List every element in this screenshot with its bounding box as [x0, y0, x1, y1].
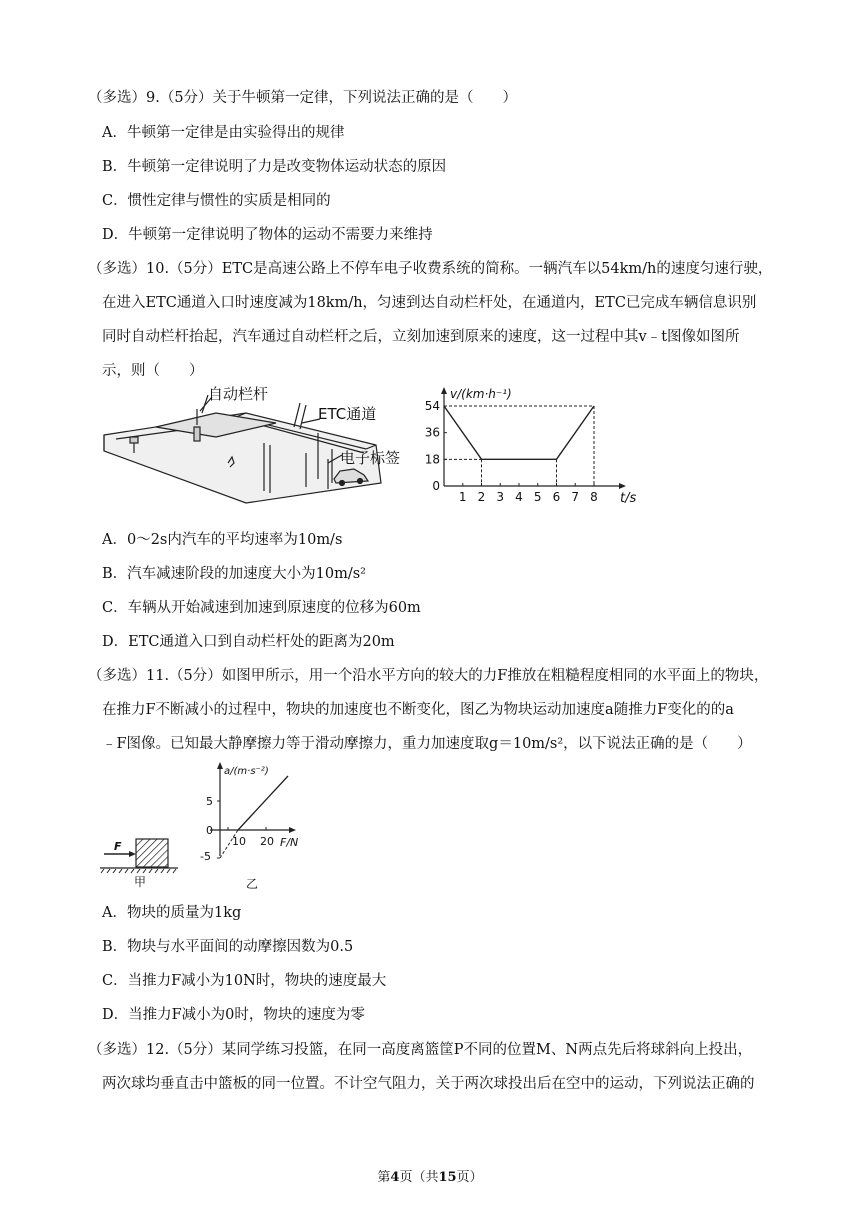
q11-option-d: D．当推力F减小为0时，物块的速度为零 — [102, 1007, 365, 1023]
etc-tag-label: 电子标签 — [340, 449, 401, 467]
vt-x-tick-label: 2 — [477, 490, 486, 504]
af-y5: 5 — [206, 795, 213, 808]
q10-stem-line-2: 在进入ETC通道入口时速度减为18km/h，匀速到达自动栏杆处，在通道内，ETC已完成车辆信息识别 — [102, 295, 757, 311]
vt-x-tick-label: 8 — [590, 490, 598, 504]
force-label: F — [114, 840, 122, 853]
af-line — [238, 776, 288, 830]
vt-x-arrow — [619, 483, 626, 489]
q10-stem-line-3: 同时自动栏杆抬起，汽车通过自动栏杆之后，立刻加速到原来的速度，这一过程中其v﹣t图像如图所 — [102, 329, 740, 345]
q11-option-c: C．当推力F减小为10N时，物块的速度最大 — [102, 973, 387, 989]
q10-stem-line-4: 示，则（ ） — [102, 363, 204, 379]
q10-option-c: C．车辆从开始减速到加速到原速度的位移为60m — [102, 600, 421, 616]
etc-illustration — [96, 383, 416, 505]
etc-gate-label: 自动栏杆 — [208, 385, 269, 403]
vt-x-tick-label: 7 — [571, 490, 580, 504]
af-y0: 0 — [206, 824, 213, 837]
q11-stem-line-1: （多选）11.（5分）如图甲所示，用一个沿水平方向的较大的力F推放在粗糙程度相同的水平面上的物块， — [88, 668, 769, 684]
jia-label: 甲 — [134, 875, 147, 888]
q12-stem-line-2: 两次球均垂直击中篮板的同一位置。不计空气阻力，关于两次球投出后在空中的运动，下列说法正确的 — [102, 1076, 755, 1092]
q10-option-b: B．汽车减速阶段的加速度大小为10m/s² — [102, 566, 366, 582]
q10-option-d: D．ETC通道入口到自动栏杆处的距离为20m — [102, 634, 395, 650]
af-xlabel: F/N — [280, 836, 299, 849]
block — [136, 839, 168, 867]
vt-x-tick-label: 4 — [515, 490, 523, 504]
af-ylabel: a/(m·s⁻²) — [224, 766, 269, 777]
vt-ylabel: v/(km·h⁻¹) — [450, 387, 512, 401]
q9-option-b: B．牛顿第一定律说明了力是改变物体运动状态的原因 — [102, 159, 447, 175]
q11-stem-line-3: ﹣F图像。已知最大静摩擦力等于滑动摩擦力，重力加速度取g＝10m/s²，以下说法正确的是（ ） — [102, 736, 752, 752]
vt-y-tick-label: 0 — [432, 479, 440, 493]
af-x20: 20 — [260, 835, 274, 848]
yi-label: 乙 — [246, 877, 259, 891]
af-yneg5: -5 — [200, 850, 211, 863]
vt-x-tick-label: 3 — [496, 490, 505, 504]
af-graph — [198, 758, 308, 892]
q9-option-c: C．惯性定律与惯性的实质是相同的 — [102, 193, 331, 209]
q10-stem-line-1: （多选）10.（5分）ETC是高速公路上不停车电子收费系统的简称。一辆汽车以54km/h的速度匀速行驶， — [88, 261, 773, 277]
footer-prefix: 第 — [377, 1170, 391, 1185]
vt-x-tick-label: 1 — [458, 490, 467, 504]
q11-stem-line-2: 在推力F不断减小的过程中，物块的加速度也不断变化，图乙为物块运动加速度a随推力F变化的的a — [102, 702, 734, 718]
q9-option-a: A．牛顿第一定律是由实验得出的规律 — [102, 125, 345, 141]
q9-option-d: D．牛顿第一定律说明了物体的运动不需要力来维持 — [102, 227, 433, 243]
footer-total-pages: 15 — [438, 1170, 457, 1185]
vt-x-tick-label: 5 — [533, 490, 542, 504]
q11-option-b: B．物块与水平面间的动摩擦因数为0.5 — [102, 939, 354, 955]
vt-y-tick-label: 18 — [424, 452, 440, 467]
block-figure — [100, 832, 180, 888]
footer-mid: 页（共 — [399, 1170, 439, 1185]
vt-y-arrow — [441, 387, 447, 394]
vt-x-tick-label: 6 — [552, 490, 561, 504]
page-footer — [0, 1168, 860, 1188]
q12-stem-line-1: （多选）12.（5分）某同学练习投篮，在同一高度离篮筐P不同的位置M、N两点先后将球斜向上投出， — [88, 1042, 753, 1058]
footer-suffix: 页） — [456, 1170, 483, 1185]
af-x10: 10 — [232, 835, 246, 848]
vt-y-tick-label: 54 — [424, 399, 440, 413]
vt-y-tick-label: 36 — [424, 425, 440, 440]
footer-page-number: 4 — [390, 1170, 400, 1185]
q9-stem: （多选）9.（5分）关于牛顿第一定律，下列说法正确的是（ ） — [88, 90, 518, 106]
q10-option-a: A．0～2s内汽车的平均速率为10m/s — [102, 532, 343, 548]
vt-series-line — [444, 406, 594, 459]
q11-option-a: A．物块的质量为1kg — [102, 905, 242, 921]
vt-chart — [424, 383, 654, 505]
vt-xlabel: t/s — [620, 491, 637, 505]
etc-lane-label: ETC通道 — [318, 405, 377, 423]
